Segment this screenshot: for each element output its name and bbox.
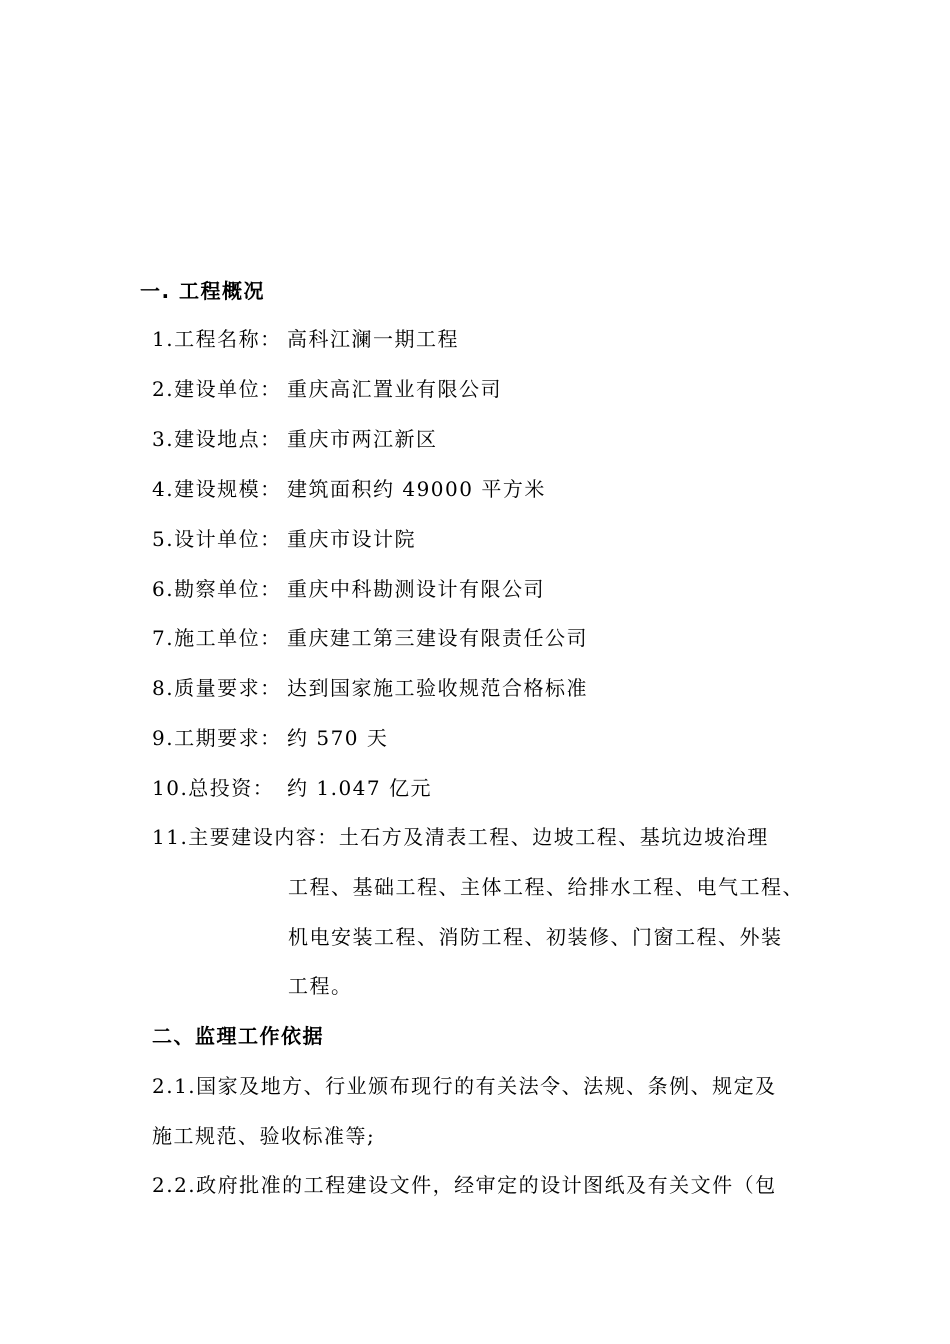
- list-item: [152, 475, 546, 503]
- list-item: [152, 823, 769, 851]
- item-label: 5.设计单位：: [152, 527, 282, 551]
- section-2-title: 二、监理工作依据: [152, 1024, 324, 1048]
- item-value: 建筑面积约 49000 平方米: [287, 477, 546, 501]
- item-label: 2.建设单位：: [152, 377, 282, 401]
- item-value: 重庆高汇置业有限公司: [287, 377, 502, 401]
- item-value: 约 570 天: [287, 726, 389, 750]
- item-label: 7.施工单位：: [152, 626, 282, 650]
- list-item: [152, 325, 459, 353]
- item-value: 达到国家施工验收规范合格标准: [287, 676, 588, 700]
- item-value: 重庆市设计院: [287, 527, 416, 551]
- paragraph-line: 2.2.政府批准的工程建设文件，经审定的设计图纸及有关文件（包: [152, 1173, 777, 1197]
- item-label: 6.勘察单位：: [152, 577, 282, 601]
- item-value: 重庆建工第三建设有限责任公司: [287, 626, 588, 650]
- item-label: 8.质量要求：: [152, 676, 282, 700]
- item-value: 重庆中科勘测设计有限公司: [287, 577, 545, 601]
- list-item: [152, 375, 502, 403]
- item-label: 4.建设规模：: [152, 477, 282, 501]
- item-value-line: 工程、基础工程、主体工程、给排水工程、电气工程、: [288, 875, 804, 899]
- section-1-title: 一. 工程概况: [140, 279, 266, 303]
- paragraph-line: 2.1.国家及地方、行业颁布现行的有关法令、法规、条例、规定及: [152, 1074, 777, 1098]
- list-item: [152, 724, 388, 752]
- list-item: [152, 575, 545, 603]
- list-item: [152, 624, 588, 652]
- list-item: [152, 425, 438, 453]
- item-value: 约 1.047 亿元: [287, 776, 432, 800]
- list-item: [152, 674, 588, 702]
- item-value: 高科江澜一期工程: [287, 327, 459, 351]
- item-label: 3.建设地点：: [152, 427, 282, 451]
- item-value-line: 工程。: [288, 974, 353, 998]
- item-value-line: 机电安装工程、消防工程、初装修、门窗工程、外装: [288, 925, 783, 949]
- paragraph-line: 施工规范、验收标准等;: [152, 1124, 376, 1148]
- item-value-line: 土石方及清表工程、边坡工程、基坑边坡治理: [338, 825, 769, 849]
- item-value: 重庆市两江新区: [287, 427, 438, 451]
- item-label: 1.工程名称：: [152, 327, 282, 351]
- list-item: [152, 774, 432, 802]
- item-label: 9.工期要求：: [152, 726, 282, 750]
- item-label: 11.主要建设内容：: [152, 825, 339, 849]
- list-item: [152, 525, 416, 553]
- item-label: 10.总投资：: [152, 776, 275, 800]
